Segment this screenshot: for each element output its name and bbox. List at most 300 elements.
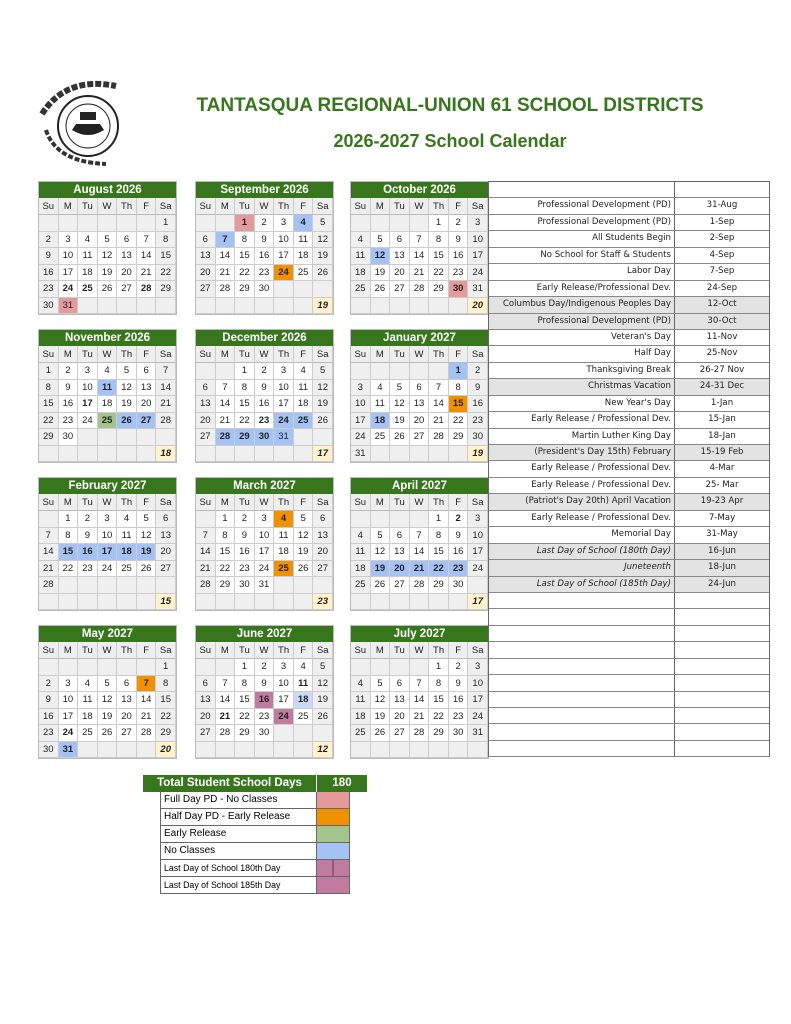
day-cell: 16 (39, 265, 59, 282)
day-cell: 24 (468, 265, 488, 282)
weekday-header: Tu (390, 494, 410, 511)
event-row (489, 659, 769, 675)
day-cell: 17 (274, 248, 294, 265)
day-cell: 16 (255, 396, 275, 413)
total-days-label: Total Student School Days (143, 775, 317, 792)
day-cell: 25 (294, 413, 314, 430)
day-cell: 17 (468, 248, 488, 265)
empty-cell (351, 215, 371, 232)
day-cell: 28 (156, 413, 176, 430)
empty-cell (216, 659, 236, 676)
day-cell: 28 (216, 281, 236, 298)
event-row (489, 281, 769, 297)
empty-cell (117, 594, 137, 611)
day-cell: 23 (78, 561, 98, 578)
day-cell: 4 (294, 215, 314, 232)
empty-cell (390, 215, 410, 232)
day-cell: 31 (468, 725, 488, 742)
empty-cell (371, 594, 391, 611)
empty-cell (196, 659, 216, 676)
month-title: October 2026 (351, 182, 488, 198)
event-row (489, 363, 769, 379)
day-cell: 8 (39, 380, 59, 397)
empty-cell (274, 281, 294, 298)
event-label: Last Day of School (185th Day) (489, 577, 675, 592)
empty-cell (137, 215, 157, 232)
empty-cell (196, 363, 216, 380)
empty-cell (117, 659, 137, 676)
day-cell: 6 (196, 232, 216, 249)
day-cell: 22 (235, 265, 255, 282)
day-cell: 20 (410, 413, 430, 430)
legend-label: Full Day PD - No Classes (161, 792, 317, 808)
day-cell: 6 (390, 528, 410, 545)
month-calendar (350, 181, 489, 315)
month-calendar (38, 181, 177, 315)
day-cell: 7 (216, 232, 236, 249)
day-cell: 27 (196, 429, 216, 446)
day-cell: 25 (371, 429, 391, 446)
empty-cell (78, 215, 98, 232)
event-row (489, 642, 769, 658)
day-cell: 6 (137, 363, 157, 380)
event-label: Professional Development (PD) (489, 215, 675, 230)
day-cell: 26 (313, 265, 333, 282)
day-cell: 15 (235, 396, 255, 413)
empty-cell (390, 446, 410, 463)
day-cell: 24 (351, 429, 371, 446)
empty-cell (371, 511, 391, 528)
day-cell: 18 (351, 561, 371, 578)
legend-swatch (317, 826, 349, 842)
day-cell: 2 (255, 363, 275, 380)
day-cell: 29 (429, 725, 449, 742)
empty-cell (371, 742, 391, 759)
event-date: 24-Sep (706, 282, 738, 293)
weekday-header: Sa (313, 346, 333, 363)
day-cell: 8 (235, 232, 255, 249)
weekday-header: Th (274, 494, 294, 511)
event-label (489, 593, 675, 608)
day-cell: 9 (449, 528, 469, 545)
day-cell: 2 (255, 215, 275, 232)
weekday-header: Su (196, 346, 216, 363)
day-cell: 11 (78, 692, 98, 709)
weekday-header: W (255, 642, 275, 659)
day-cell: 19 (313, 248, 333, 265)
day-cell: 11 (351, 692, 371, 709)
empty-cell (294, 742, 314, 759)
event-date (675, 724, 769, 739)
event-label: Professional Development (PD) (489, 198, 675, 213)
day-cell: 22 (235, 709, 255, 726)
event-row (489, 429, 769, 445)
day-cell: 28 (39, 577, 59, 594)
day-cell: 11 (117, 528, 137, 545)
empty-cell (468, 742, 488, 759)
day-cell: 5 (313, 215, 333, 232)
month-calendar (350, 625, 489, 759)
weekday-header: Sa (468, 198, 488, 215)
weekday-header: Tu (78, 198, 98, 215)
day-cell: 22 (39, 413, 59, 430)
day-cell: 8 (59, 528, 79, 545)
empty-cell (313, 281, 333, 298)
day-cell: 19 (390, 413, 410, 430)
day-cell: 10 (274, 232, 294, 249)
day-cell: 9 (255, 232, 275, 249)
day-cell: 17 (351, 413, 371, 430)
day-cell: 11 (78, 248, 98, 265)
day-cell: 8 (156, 232, 176, 249)
event-row (489, 346, 769, 362)
day-cell: 30 (449, 281, 469, 298)
day-cell: 22 (449, 413, 469, 430)
day-cell: 27 (137, 413, 157, 430)
day-cell: 28 (410, 725, 430, 742)
day-cell: 29 (39, 429, 59, 446)
legend-label: Last Day of School 180th Day (161, 860, 317, 876)
weekday-header: Sa (156, 346, 176, 363)
day-cell: 17 (468, 692, 488, 709)
empty-cell (294, 446, 314, 463)
event-date: 24-Jun (708, 578, 736, 589)
empty-cell (390, 363, 410, 380)
empty-cell (371, 363, 391, 380)
weekday-header: F (294, 642, 314, 659)
weekday-header: M (371, 642, 391, 659)
weekday-header: Tu (78, 346, 98, 363)
day-cell: 6 (156, 511, 176, 528)
day-cell: 28 (196, 577, 216, 594)
day-cell: 4 (351, 528, 371, 545)
empty-cell (137, 742, 157, 759)
day-cell: 29 (156, 281, 176, 298)
day-cell: 21 (137, 709, 157, 726)
empty-cell (216, 298, 236, 315)
day-cell: 26 (313, 413, 333, 430)
day-cell: 21 (410, 265, 430, 282)
event-label (489, 642, 675, 657)
day-cell: 3 (78, 363, 98, 380)
empty-cell (59, 446, 79, 463)
event-label (489, 724, 675, 739)
day-cell: 15 (449, 396, 469, 413)
day-cell: 13 (117, 248, 137, 265)
empty-cell (216, 363, 236, 380)
day-cell: 28 (216, 429, 236, 446)
day-cell: 24 (274, 265, 294, 282)
empty-cell (137, 659, 157, 676)
weekday-header: Th (429, 642, 449, 659)
empty-cell (235, 298, 255, 315)
month-calendar (195, 625, 334, 759)
day-cell: 30 (255, 429, 275, 446)
weekday-header: Th (117, 494, 137, 511)
day-cell: 29 (235, 281, 255, 298)
day-cell: 31 (59, 298, 79, 315)
day-cell: 25 (78, 725, 98, 742)
day-cell: 29 (235, 725, 255, 742)
day-cell: 6 (410, 380, 430, 397)
empty-cell (274, 298, 294, 315)
empty-cell (371, 298, 391, 315)
empty-cell (429, 594, 449, 611)
day-cell: 14 (216, 396, 236, 413)
day-cell: 13 (196, 248, 216, 265)
day-cell: 6 (117, 232, 137, 249)
event-row (489, 511, 769, 527)
event-label: (Patriot's Day 20th) April Vacation (489, 494, 675, 509)
empty-cell (98, 594, 118, 611)
day-cell: 25 (274, 561, 294, 578)
weekday-header: M (216, 494, 236, 511)
weekday-header: Su (351, 198, 371, 215)
month-calendar (195, 181, 334, 315)
event-date: 16-Jun (708, 545, 736, 556)
day-cell: 19 (313, 692, 333, 709)
weekday-header: M (371, 346, 391, 363)
day-cell: 20 (137, 396, 157, 413)
weekday-header: M (371, 494, 391, 511)
weekday-header: Tu (235, 198, 255, 215)
day-cell: 5 (390, 380, 410, 397)
day-cell: 4 (294, 659, 314, 676)
day-cell: 21 (216, 265, 236, 282)
day-cell: 3 (255, 511, 275, 528)
day-cell: 13 (410, 396, 430, 413)
day-cell: 23 (255, 709, 275, 726)
event-label (489, 741, 675, 756)
weekday-header: Tu (235, 346, 255, 363)
weekday-header: Su (351, 346, 371, 363)
day-cell: 14 (410, 692, 430, 709)
day-cell: 26 (137, 561, 157, 578)
day-cell: 10 (255, 528, 275, 545)
day-cell: 26 (390, 429, 410, 446)
day-cell: 13 (137, 380, 157, 397)
weekday-header: Su (351, 494, 371, 511)
empty-cell (98, 446, 118, 463)
day-cell: 10 (468, 528, 488, 545)
empty-cell (390, 742, 410, 759)
empty-cell (274, 742, 294, 759)
day-cell: 20 (390, 709, 410, 726)
legend-label: Early Release (161, 826, 317, 842)
event-label: Christmas Vacation (489, 379, 675, 394)
weekday-header: W (255, 346, 275, 363)
event-row (489, 593, 769, 609)
empty-cell (410, 363, 430, 380)
day-cell: 23 (468, 413, 488, 430)
day-cell: 12 (371, 248, 391, 265)
empty-cell (410, 511, 430, 528)
legend-label: Half Day PD - Early Release (161, 809, 317, 825)
empty-cell (429, 363, 449, 380)
day-cell: 7 (196, 528, 216, 545)
day-cell: 19 (98, 265, 118, 282)
event-row (489, 297, 769, 313)
weekday-header: Su (39, 198, 59, 215)
empty-cell (78, 742, 98, 759)
day-cell: 5 (98, 232, 118, 249)
empty-cell (156, 577, 176, 594)
event-label: Professional Development (PD) (489, 314, 675, 329)
legend-swatch (317, 792, 349, 808)
empty-cell (117, 429, 137, 446)
day-cell: 21 (410, 561, 430, 578)
day-cell: 20 (196, 265, 216, 282)
empty-cell (98, 215, 118, 232)
empty-cell (117, 577, 137, 594)
day-cell: 6 (196, 380, 216, 397)
day-cell: 30 (235, 577, 255, 594)
day-cell: 8 (235, 380, 255, 397)
day-cell: 22 (429, 561, 449, 578)
day-cell: 16 (59, 396, 79, 413)
day-cell: 21 (429, 413, 449, 430)
event-row (489, 379, 769, 395)
day-cell: 13 (196, 692, 216, 709)
event-date: 31-May (706, 529, 738, 540)
day-cell: 4 (351, 232, 371, 249)
day-cell: 30 (255, 281, 275, 298)
day-cell: 20 (117, 709, 137, 726)
empty-cell (196, 446, 216, 463)
day-cell: 16 (235, 544, 255, 561)
empty-cell (156, 298, 176, 315)
weekday-header: M (216, 346, 236, 363)
day-cell: 11 (351, 248, 371, 265)
day-cell: 9 (255, 676, 275, 693)
event-date: 15-Jan (708, 414, 736, 425)
day-cell: 15 (235, 248, 255, 265)
event-date: 19-23 Apr (700, 496, 744, 507)
school-days-count: 12 (313, 742, 333, 759)
day-cell: 13 (390, 248, 410, 265)
day-cell: 19 (117, 396, 137, 413)
legend-swatch (317, 877, 349, 893)
event-row (489, 182, 769, 198)
weekday-header: Tu (235, 642, 255, 659)
day-cell: 29 (429, 281, 449, 298)
weekday-header: Th (429, 494, 449, 511)
day-cell: 2 (255, 659, 275, 676)
event-date: 12-Oct (707, 299, 737, 310)
day-cell: 22 (235, 413, 255, 430)
empty-cell (351, 363, 371, 380)
empty-cell (351, 511, 371, 528)
event-row (489, 396, 769, 412)
empty-cell (449, 742, 469, 759)
day-cell: 15 (235, 692, 255, 709)
day-cell: 4 (117, 511, 137, 528)
day-cell: 5 (371, 676, 391, 693)
weekday-header: Su (196, 642, 216, 659)
day-cell: 14 (39, 544, 59, 561)
day-cell: 3 (274, 215, 294, 232)
day-cell: 22 (59, 561, 79, 578)
event-row (489, 461, 769, 477)
day-cell: 3 (468, 659, 488, 676)
day-cell: 7 (137, 232, 157, 249)
event-label: (President's Day 15th) February (489, 445, 675, 460)
event-row (489, 675, 769, 691)
month-title: July 2027 (351, 626, 488, 642)
day-cell: 8 (429, 528, 449, 545)
empty-cell (137, 446, 157, 463)
day-cell: 18 (98, 396, 118, 413)
day-cell: 16 (468, 396, 488, 413)
weekday-header: Sa (313, 198, 333, 215)
empty-cell (351, 742, 371, 759)
event-label: Early Release/Professional Dev. (489, 281, 675, 296)
day-cell: 19 (294, 544, 314, 561)
empty-cell (59, 577, 79, 594)
event-date: 2-Sep (709, 233, 735, 244)
day-cell: 20 (156, 544, 176, 561)
day-cell: 27 (196, 281, 216, 298)
day-cell: 11 (351, 544, 371, 561)
day-cell: 3 (59, 232, 79, 249)
month-calendar (350, 477, 489, 611)
event-row (489, 314, 769, 330)
empty-cell (410, 298, 430, 315)
day-cell: 1 (216, 511, 236, 528)
event-date (675, 642, 769, 657)
event-label: Early Release / Professional Dev. (489, 461, 675, 476)
month-calendar (38, 329, 177, 463)
day-cell: 23 (255, 265, 275, 282)
day-cell: 27 (117, 281, 137, 298)
day-cell: 12 (313, 232, 333, 249)
day-cell: 9 (39, 692, 59, 709)
day-cell: 26 (313, 709, 333, 726)
day-cell: 14 (137, 248, 157, 265)
day-cell: 30 (468, 429, 488, 446)
day-cell: 7 (216, 380, 236, 397)
day-cell: 23 (449, 265, 469, 282)
event-row (489, 215, 769, 231)
weekday-header: F (137, 494, 157, 511)
weekday-header: Th (429, 346, 449, 363)
day-cell: 10 (98, 528, 118, 545)
empty-cell (274, 594, 294, 611)
empty-cell (117, 298, 137, 315)
empty-cell (410, 742, 430, 759)
event-row (489, 741, 769, 757)
day-cell: 19 (313, 396, 333, 413)
event-label: Juneteenth (489, 560, 675, 575)
weekday-header: F (137, 346, 157, 363)
day-cell: 7 (410, 232, 430, 249)
day-cell: 10 (274, 676, 294, 693)
day-cell: 20 (196, 413, 216, 430)
day-cell: 5 (371, 232, 391, 249)
day-cell: 6 (117, 676, 137, 693)
empty-cell (429, 298, 449, 315)
empty-cell (98, 429, 118, 446)
event-label: Early Release / Professional Dev. (489, 478, 675, 493)
empty-cell (59, 215, 79, 232)
day-cell: 26 (371, 725, 391, 742)
day-cell: 2 (39, 676, 59, 693)
weekday-header: Su (39, 642, 59, 659)
weekday-header: F (137, 198, 157, 215)
weekday-header: M (216, 198, 236, 215)
day-cell: 28 (216, 725, 236, 742)
empty-cell (196, 594, 216, 611)
